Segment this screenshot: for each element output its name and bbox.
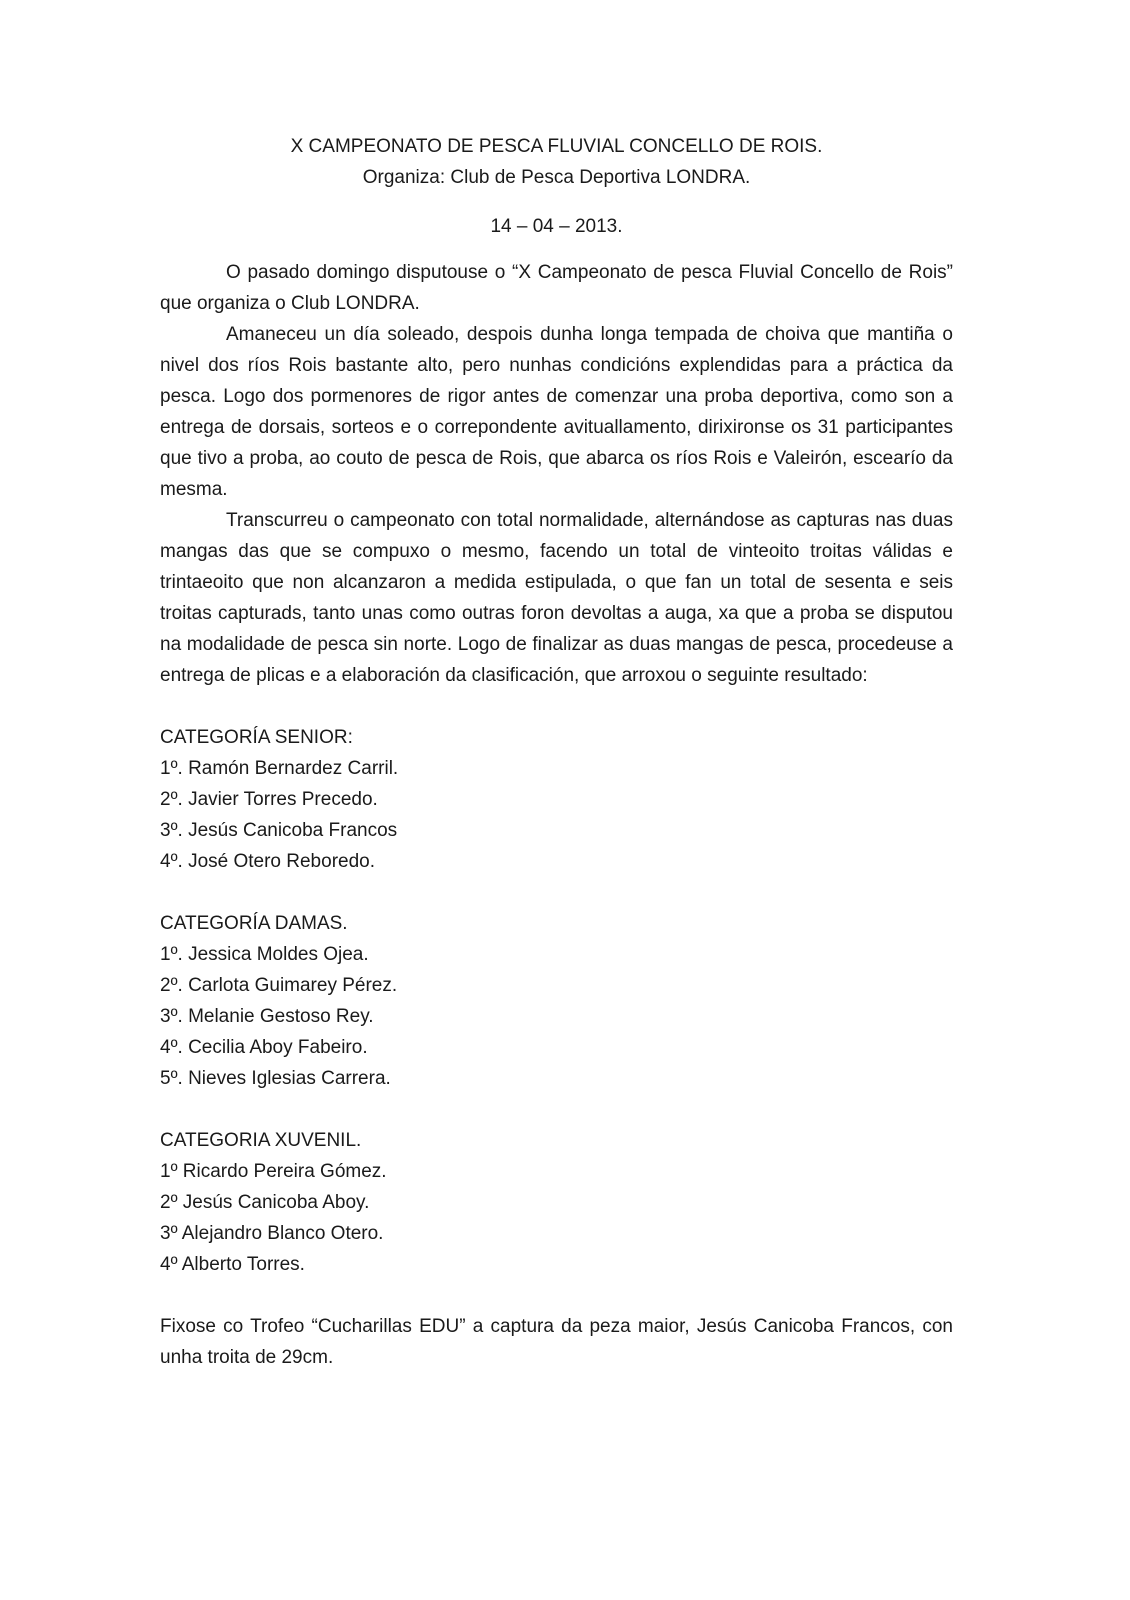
result-entry: 4º Alberto Torres.	[160, 1254, 305, 1275]
body-paragraph: Transcurreu o campeonato con total normalidade, alternándose as capturas nas duas mangas das que se compuxo o mesmo, facendo un total de vinteoito troitas válidas e trintaeoito que non alcanzaron a medida estipulada, o que fan un total de sesenta e seis troitas capturads, tanto unas como outras foron devoltas a auga, xa que a proba se disputou na modalidade de pesca sin norte. Logo de finalizar as duas mangas de pesca, procedeuse a entrega de plicas e a elaboración da clasificación, que arroxou o seguinte resultado:	[160, 510, 953, 686]
category-heading: CATEGORÍA DAMAS.	[160, 913, 348, 934]
results-list	[160, 753, 953, 877]
closing-paragraph: Fixose co Trofeo “Cucharillas EDU” a captura da peza maior, Jesús Canicoba Francos, con unha troita de 29cm.	[160, 1316, 953, 1368]
result-entry: 2º. Carlota Guimarey Pérez.	[160, 975, 398, 996]
result-entry: 3º Alejandro Blanco Otero.	[160, 1223, 384, 1244]
result-entry: 1º. Jessica Moldes Ojea.	[160, 944, 369, 965]
organizer-line: Organiza: Club de Pesca Deportiva LONDRA.	[362, 167, 751, 188]
body-paragraph: O pasado domingo disputouse o “X Campeonato de pesca Fluvial Concello de Rois” que organiza o Club LONDRA.	[160, 262, 953, 314]
result-entry: 4º. José Otero Reboredo.	[160, 851, 376, 872]
results-list	[160, 1156, 953, 1280]
document-content	[160, 131, 953, 1373]
body-paragraph: Amaneceu un día soleado, despois dunha longa tempada de choiva que mantiña o nivel dos ríos Rois bastante alto, pero nunhas condicións explendidas para a práctica da pesca. Logo dos pormenores de rigor antes de comenzar una proba deportiva, como son a entrega de dorsais, sorteos e o correpondente avituallamento, dirixironse os 31 participantes que tivo a proba, ao couto de pesca de Rois, que abarca os ríos Rois e Valeirón, escearío da mesma.	[160, 324, 953, 500]
category-heading: CATEGORÍA SENIOR:	[160, 727, 353, 748]
result-entry: 4º. Cecilia Aboy Fabeiro.	[160, 1037, 368, 1058]
result-entry: 2º. Javier Torres Precedo.	[160, 789, 378, 810]
category-xuvenil	[160, 1125, 953, 1280]
result-entry: 2º Jesús Canicoba Aboy.	[160, 1192, 370, 1213]
category-heading: CATEGORIA XUVENIL.	[160, 1130, 362, 1151]
result-entry: 3º. Melanie Gestoso Rey.	[160, 1006, 374, 1027]
category-senior	[160, 722, 953, 877]
event-date: 14 – 04 – 2013.	[490, 216, 623, 237]
results-list	[160, 939, 953, 1094]
result-entry: 1º Ricardo Pereira Gómez.	[160, 1161, 387, 1182]
document-title: X CAMPEONATO DE PESCA FLUVIAL CONCELLO DE ROIS.	[290, 136, 823, 157]
result-entry: 5º. Nieves Iglesias Carrera.	[160, 1068, 391, 1089]
result-entry: 3º. Jesús Canicoba Francos	[160, 820, 398, 841]
result-entry: 1º. Ramón Bernardez Carril.	[160, 758, 399, 779]
category-damas	[160, 908, 953, 1094]
